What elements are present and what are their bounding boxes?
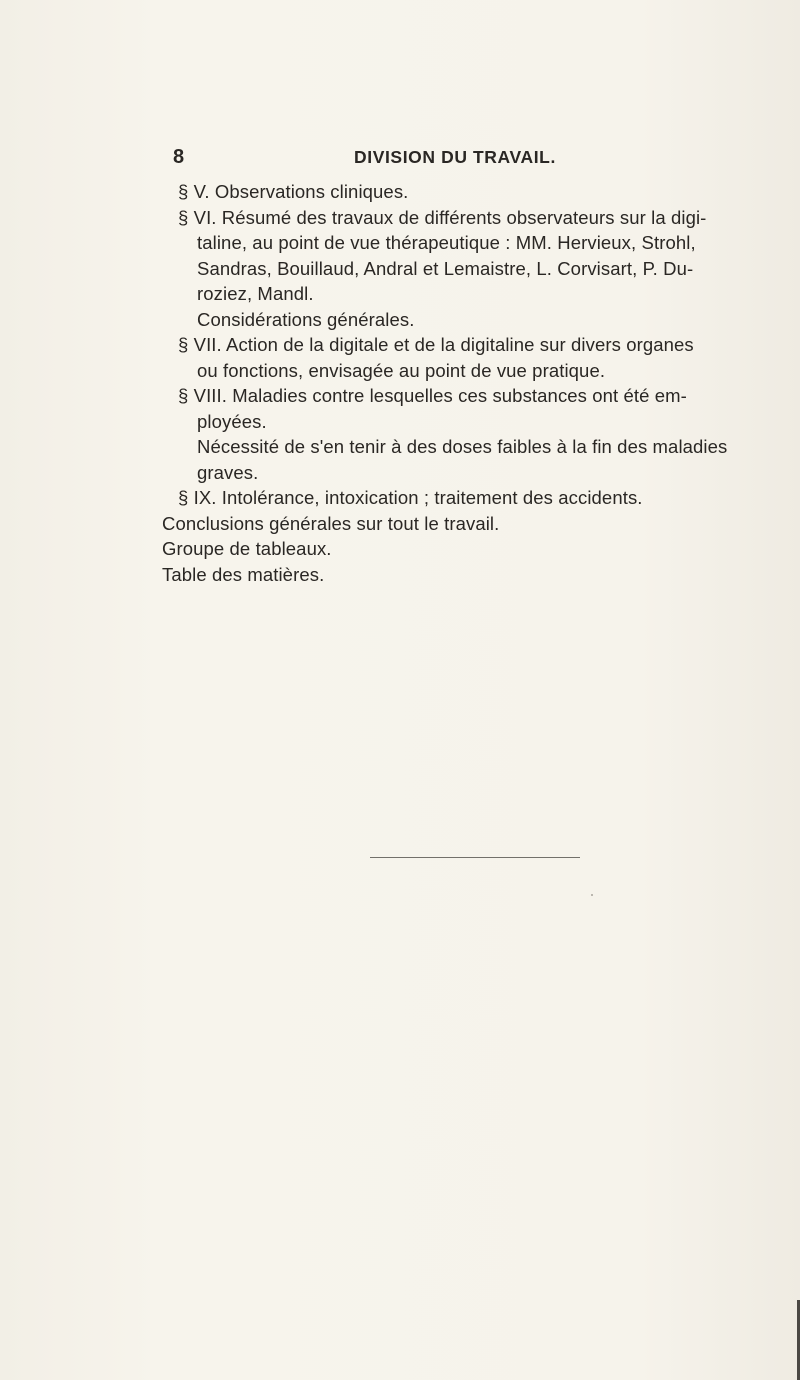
running-head	[173, 146, 703, 170]
toc-line: taline, au point de vue thérapeutique : MM. Hervieux, Strohl,	[197, 232, 696, 253]
toc-line: ou fonctions, envisagée au point de vue pratique.	[197, 359, 606, 381]
toc-entry-section-9	[162, 485, 762, 511]
toc-line: § VI. Résumé des travaux de différents observateurs sur la digi-	[178, 206, 707, 228]
toc-entry-tables	[162, 536, 762, 562]
end-rule	[370, 857, 580, 858]
paper-speck	[591, 894, 593, 896]
toc-line: Groupe de tableaux.	[162, 538, 332, 559]
toc-line: Table des matières.	[162, 563, 325, 585]
toc-line: § VIII. Maladies contre lesquelles ces substances ont été em-	[178, 385, 687, 406]
toc-line: roziez, Mandl.	[197, 283, 314, 304]
toc-line: § V. Observations cliniques.	[178, 181, 409, 202]
toc-line: Conclusions générales sur tout le travail.	[162, 512, 500, 534]
toc-line: § IX. Intolérance, intoxication ; traitement des accidents.	[178, 487, 643, 508]
toc-entry-section-5	[162, 179, 762, 205]
toc-entry-conclusions	[162, 511, 762, 537]
toc-subentry	[162, 307, 762, 333]
toc-line: Nécessité de s'en tenir à des doses faibles à la fin des maladies	[197, 436, 728, 457]
running-title: DIVISION DU TRAVAIL.	[354, 147, 556, 167]
toc-entry-section-7	[162, 332, 762, 383]
page-number: 8	[173, 146, 185, 168]
toc-subentry	[162, 434, 762, 485]
toc-line: graves.	[197, 461, 259, 483]
toc-entry-index	[162, 562, 762, 588]
toc-entry-section-6	[162, 205, 762, 307]
table-of-contents	[162, 179, 762, 587]
toc-line: ployées.	[197, 410, 267, 432]
toc-entry-section-8	[162, 383, 762, 434]
toc-line: § VII. Action de la digitale et de la digitaline sur divers organes	[178, 334, 694, 355]
toc-line: Considérations générales.	[197, 308, 415, 330]
toc-line: Sandras, Bouillaud, Andral et Lemaistre, L. Corvisart, P. Du-	[197, 257, 694, 279]
